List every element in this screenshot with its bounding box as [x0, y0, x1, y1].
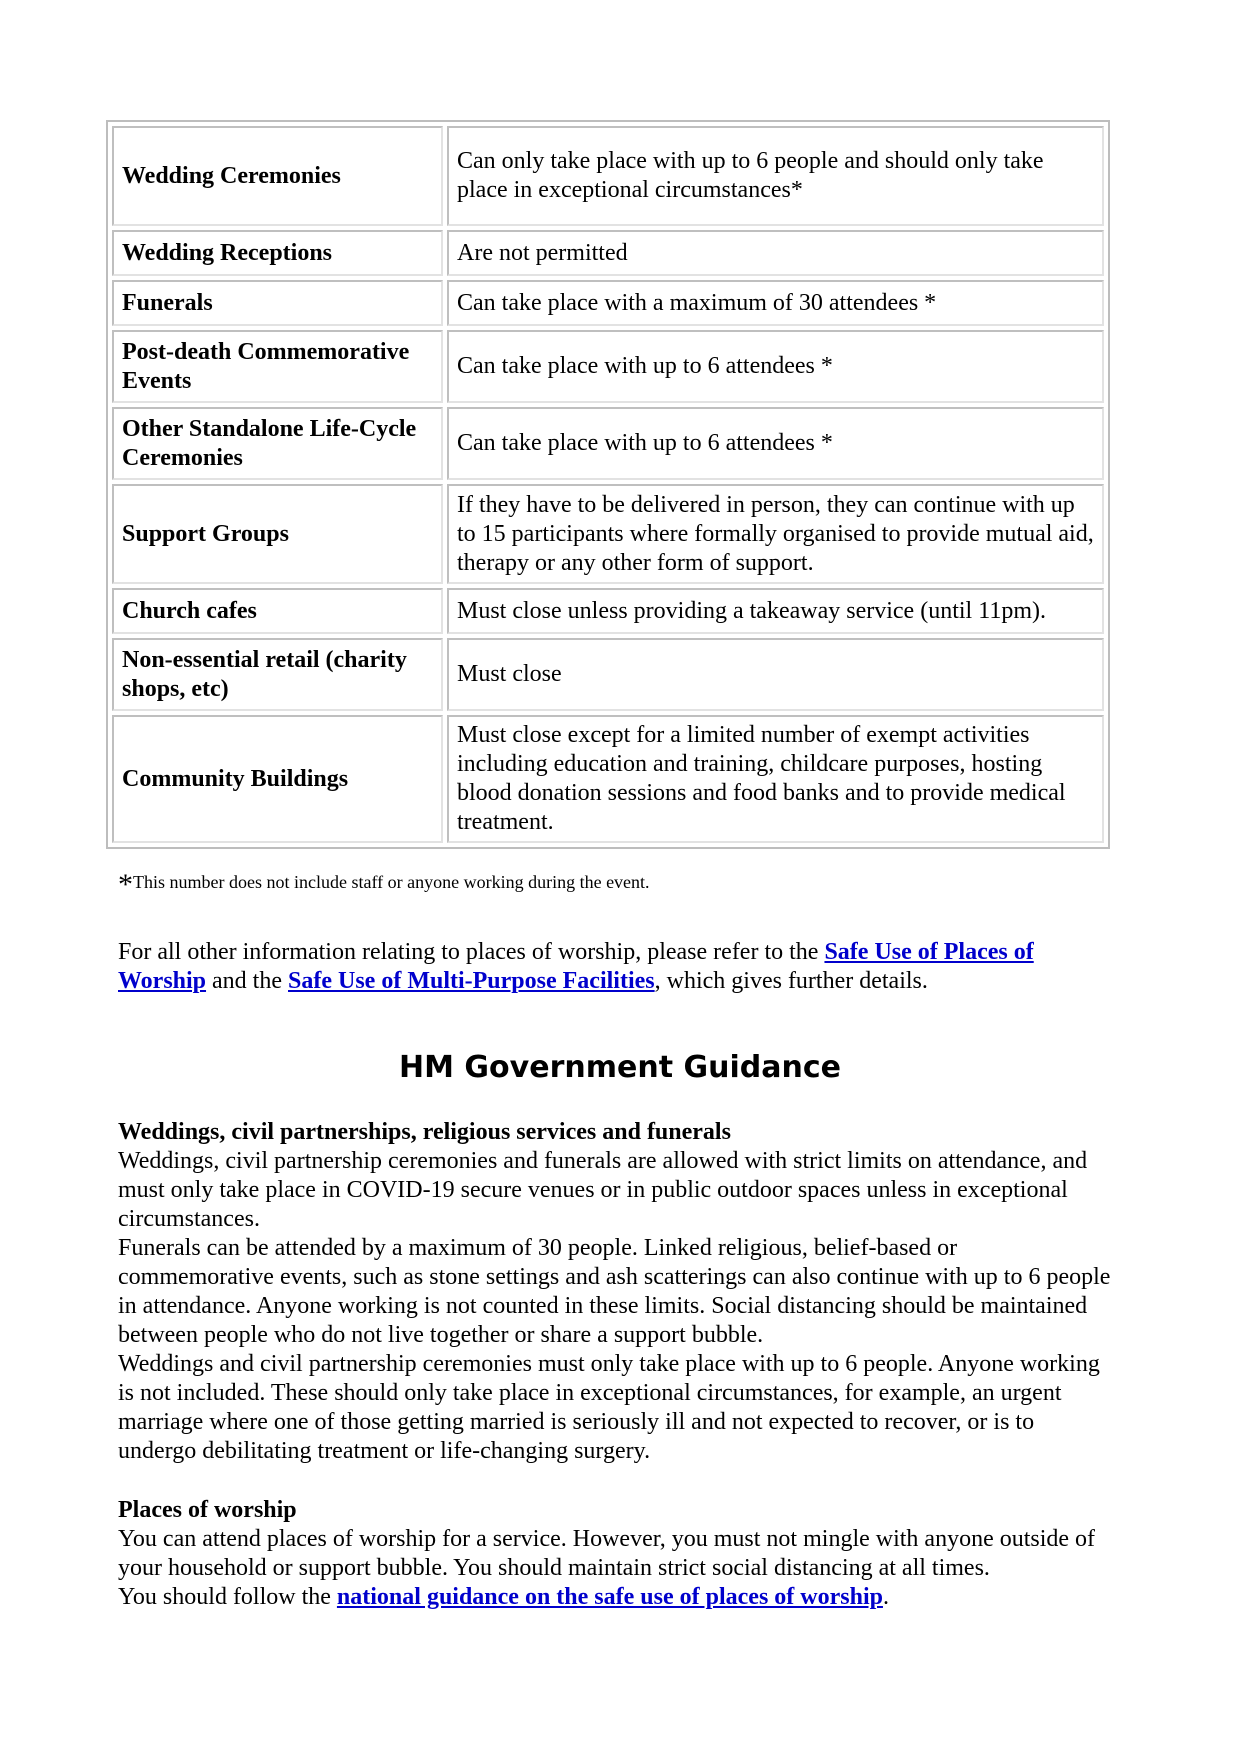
footnote-text: This number does not include staff or anyone working during the event. — [133, 872, 650, 892]
further-info-paragraph — [118, 938, 1118, 996]
worship-section — [118, 1496, 1118, 1612]
table-category: Non-essential retail (charity shops, etc) — [112, 638, 443, 711]
table-row — [112, 230, 1104, 276]
section-heading: HM Government Guidance — [399, 1050, 841, 1085]
table-row — [112, 484, 1104, 584]
table-category: Church cafes — [112, 588, 443, 634]
table-row — [112, 715, 1104, 843]
table-category: Wedding Receptions — [112, 230, 443, 276]
safe-use-multi-purpose-facilities-link[interactable]: Safe Use of Multi-Purpose Facilities — [288, 968, 655, 994]
table-row — [112, 588, 1104, 634]
table-category: Support Groups — [112, 484, 443, 584]
table-row — [112, 126, 1104, 226]
table-row — [112, 407, 1104, 480]
info-text: For all other information relating to places of worship, please refer to the — [118, 939, 825, 965]
worship-subheading: Places of worship — [118, 1497, 297, 1523]
table-rule: Can take place with up to 6 attendees * — [447, 330, 1104, 403]
footnote-asterisk: * — [118, 868, 133, 901]
table-category: Post-death Commemorative Events — [112, 330, 443, 403]
worship-guidance-line — [118, 1583, 1118, 1612]
info-text: , which gives further details. — [654, 968, 928, 994]
worship-paragraph: You can attend places of worship for a service. However, you must not mingle with anyone outside of your household or support bubble. You should maintain strict social distancing at all times. — [118, 1526, 1096, 1581]
table-rule: Can take place with a maximum of 30 attendees * — [447, 280, 1104, 326]
table-rule: Must close except for a limited number of exempt activities including education and training, childcare purposes, hosting blood donation sessions and food banks and to provide medical treatment. — [447, 715, 1104, 843]
table-rule: Are not permitted — [447, 230, 1104, 276]
table-row — [112, 330, 1104, 403]
table-rule: Must close unless providing a takeaway service (until 11pm). — [447, 588, 1104, 634]
national-guidance-link[interactable]: national guidance on the safe use of places of worship — [336, 1584, 883, 1610]
table-row — [112, 638, 1104, 711]
table-category: Wedding Ceremonies — [112, 126, 443, 226]
safe-use-places-of-worship-link[interactable]: Safe Use of Places of Worship — [118, 939, 1034, 994]
table-rule: Can take place with up to 6 attendees * — [447, 407, 1104, 480]
funerals-paragraph: Funerals can be attended by a maximum of 30 people. Linked religious, belief-based or commemorative events, such as stone settings and ash scatterings can also continue with up to 6 people in attendance. Anyone working is not counted in these limits. Social distancing should be maintained between people who do not live together or share a support bubble. — [118, 1235, 1111, 1348]
worship-text: . — [882, 1584, 889, 1610]
table-footnote — [118, 868, 650, 901]
weddings-section — [118, 1118, 1118, 1466]
restrictions-table — [106, 120, 1110, 849]
table-category: Funerals — [112, 280, 443, 326]
table-category: Other Standalone Life-Cycle Ceremonies — [112, 407, 443, 480]
table-rule: Can only take place with up to 6 people and should only take place in exceptional circumstances* — [447, 126, 1104, 226]
weddings-paragraph: Weddings, civil partnership ceremonies and funerals are allowed with strict limits on attendance, and must only take place in COVID-19 secure venues or in public outdoor spaces unless in exceptional circumstances. — [118, 1148, 1088, 1232]
table-row — [112, 280, 1104, 326]
ceremonies-paragraph: Weddings and civil partnership ceremonies must only take place with up to 6 people. Anyone working is not included. These should only take place in exceptional circumstances, for example, an urgent marriage where one of those getting married is seriously ill and not expected to recover, or is to undergo debilitating treatment or life-changing surgery. — [118, 1351, 1100, 1464]
worship-text: You should follow the — [118, 1584, 337, 1610]
info-text: and the — [206, 968, 289, 994]
table-category: Community Buildings — [112, 715, 443, 843]
table-rule: If they have to be delivered in person, they can continue with up to 15 participants where formally organised to provide mutual aid, therapy or any other form of support. — [447, 484, 1104, 584]
table-rule: Must close — [447, 638, 1104, 711]
weddings-subheading: Weddings, civil partnerships, religious services and funerals — [118, 1119, 731, 1145]
